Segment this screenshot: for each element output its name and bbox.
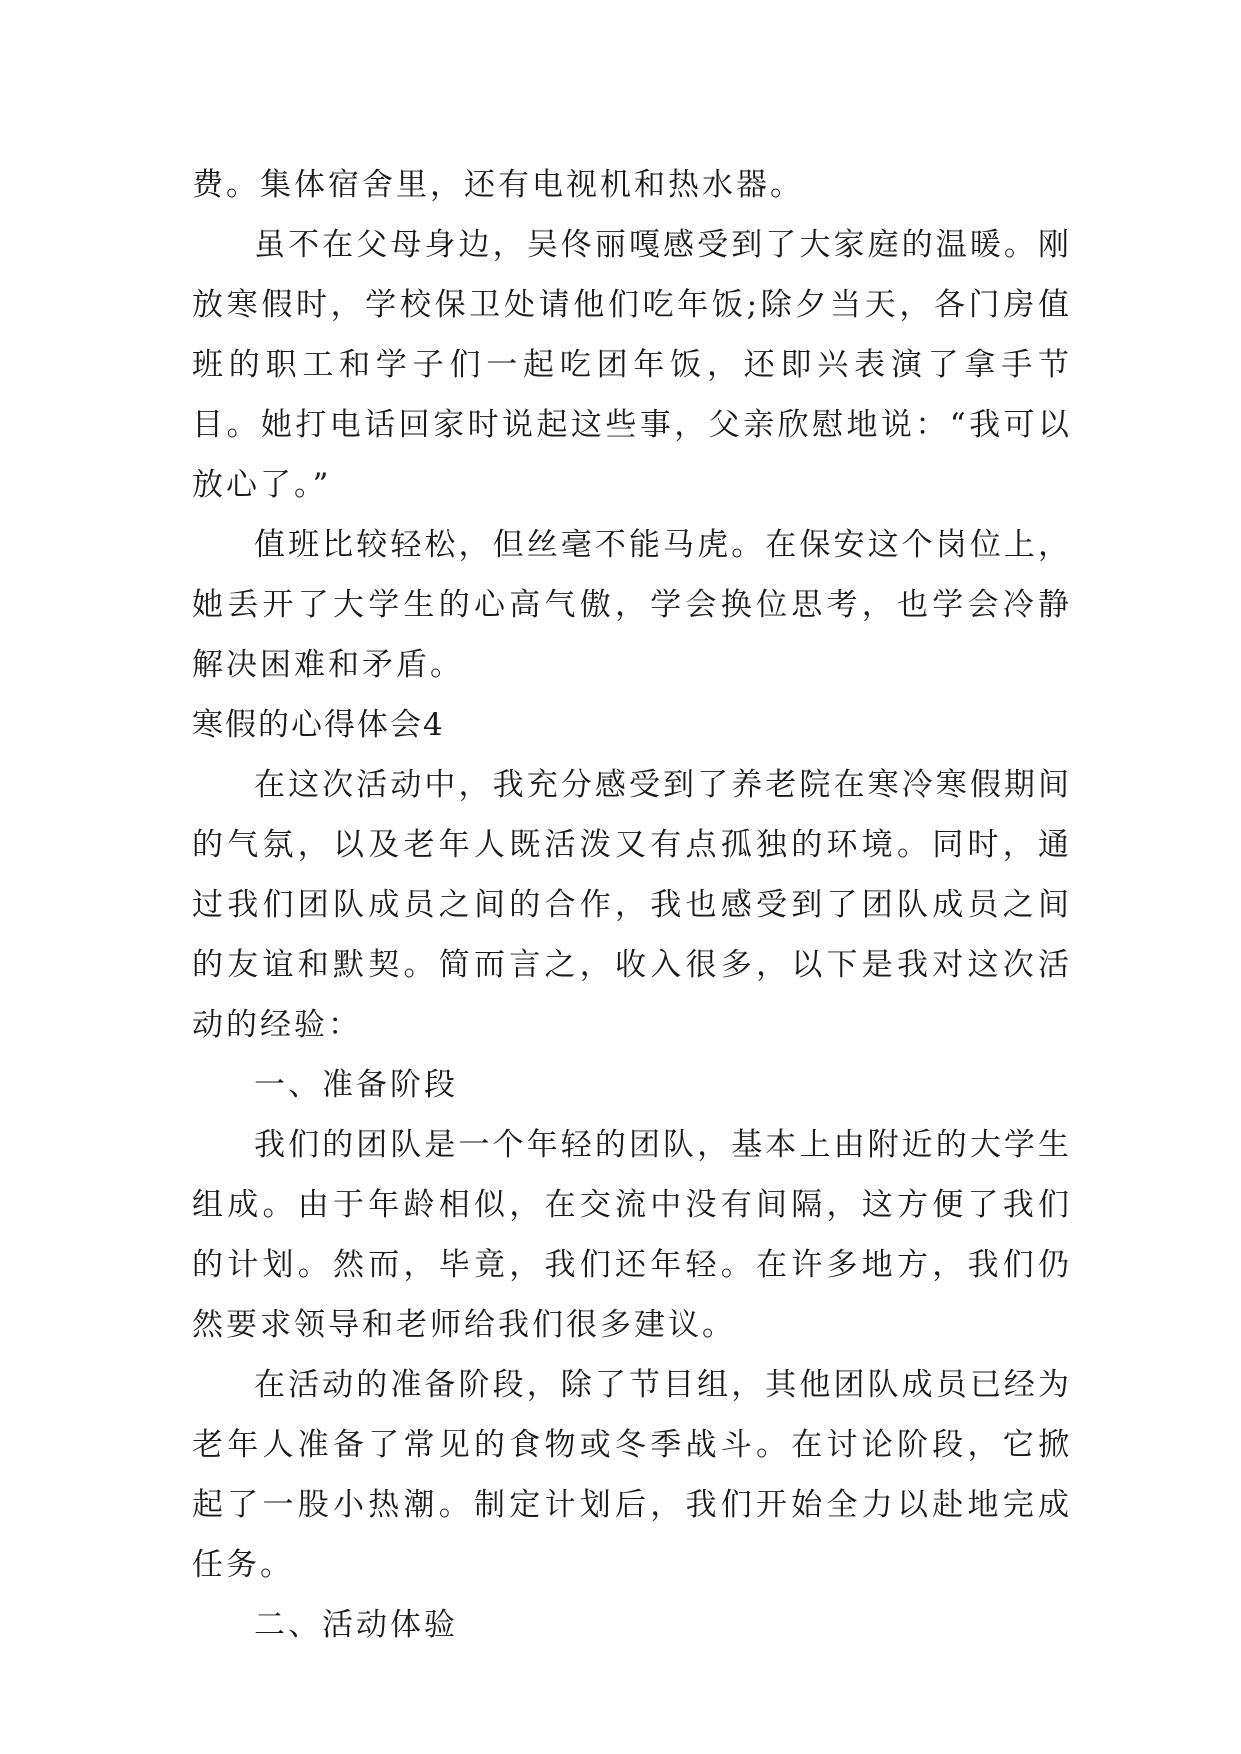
subheading-preparation: 一、准备阶段 — [254, 1067, 458, 1103]
paragraph-dormitory: 费。集体宿舍里，还有电视机和热水器。 — [192, 167, 804, 203]
paragraph-preparation-stage: 在活动的准备阶段，除了节目组，其他团队成员已经为老年人准备了常见的食物或冬季战斗。在讨论阶段，它掀起了一股小热潮。制定计划后，我们开始全力以赴地完成任务。 — [192, 1367, 1072, 1583]
document-body — [192, 155, 1072, 1655]
section-heading: 寒假的心得体会4 — [192, 707, 445, 743]
paragraph-family-warmth: 虽不在父母身边，吴佟丽嘎感受到了大家庭的温暖。刚放寒假时，学校保卫处请他们吃年饭;除夕当天，各门房值班的职工和学子们一起吃团年饭，还即兴表演了拿手节目。她打电话回家时说起这些事，父亲欣慰地说：“我可以放心了。” — [192, 227, 1072, 503]
subheading-experience: 二、活动体验 — [254, 1607, 458, 1643]
paragraph-duty: 值班比较轻松，但丝毫不能马虎。在保安这个岗位上，她丢开了大学生的心高气傲，学会换位思考，也学会冷静解决困难和矛盾。 — [192, 527, 1072, 683]
paragraph-team: 我们的团队是一个年轻的团队，基本上由附近的大学生组成。由于年龄相似，在交流中没有间隔，这方便了我们的计划。然而，毕竟，我们还年轻。在许多地方，我们仍然要求领导和老师给我们很多建议。 — [192, 1127, 1072, 1343]
paragraph-activity-intro: 在这次活动中，我充分感受到了养老院在寒冷寒假期间的气氛，以及老年人既活泼又有点孤独的环境。同时，通过我们团队成员之间的合作，我也感受到了团队成员之间的友谊和默契。简而言之，收入很多，以下是我对这次活动的经验： — [192, 767, 1072, 1043]
